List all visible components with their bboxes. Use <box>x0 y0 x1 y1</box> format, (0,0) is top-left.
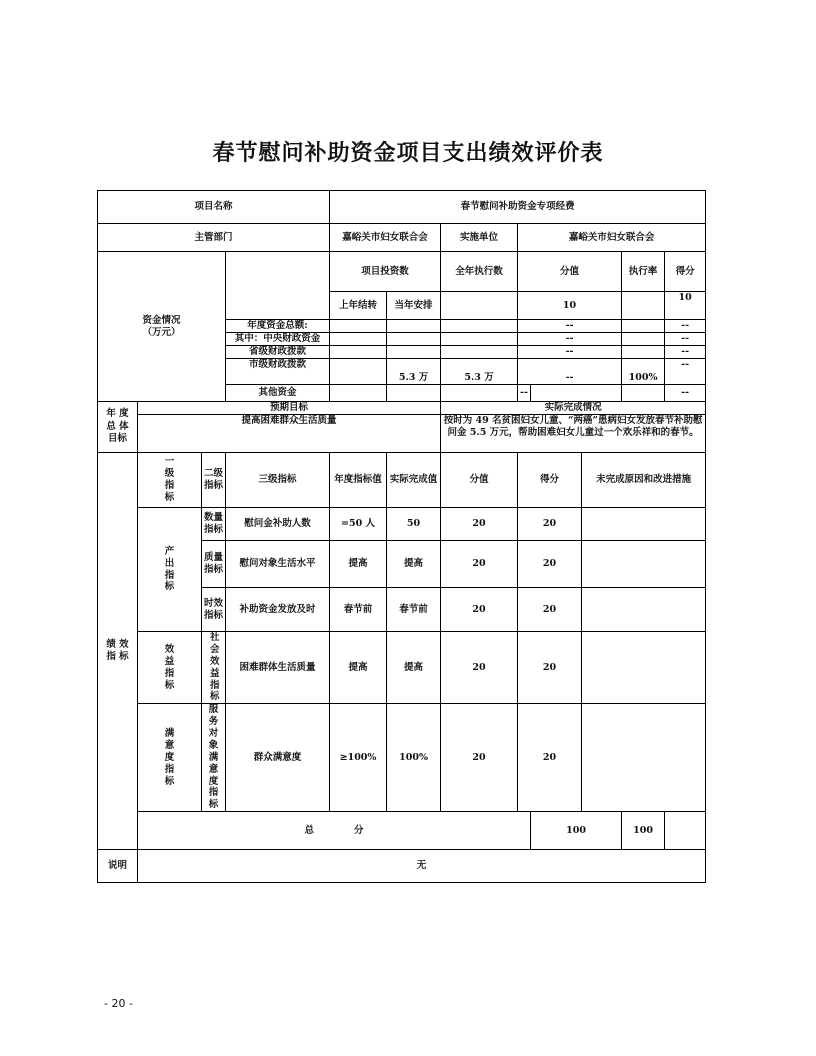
cell-empty <box>387 385 441 402</box>
page-number: - 20 - <box>104 997 133 1010</box>
label-satisfaction <box>138 704 202 812</box>
value-expected-goal: 提高困难群众生活质量 <box>138 415 441 453</box>
cell-empty <box>330 333 387 346</box>
indicator-actual: 提高 <box>387 541 441 588</box>
label-central: 其中：中央财政资金 <box>226 333 330 346</box>
cell-empty <box>665 812 706 850</box>
label-project-invest: 项目投资数 <box>330 252 441 292</box>
label-level3: 三级指标 <box>226 453 330 508</box>
label-annual-goal: 年 度 总 体 目标 <box>98 402 138 453</box>
cell-empty <box>330 320 387 333</box>
label-perf-indicator: 绩 效 指 标 <box>98 453 138 850</box>
label-actual-value: 实际完成值 <box>387 453 441 508</box>
indicator-reason <box>582 704 706 812</box>
indicator-level3: 慰问对象生活水平 <box>226 541 330 588</box>
indicator-actual: 100% <box>387 704 441 812</box>
value-municipal-exec: 5.3 万 <box>441 359 518 385</box>
funds-blank-cell <box>226 252 330 292</box>
label-provincial: 省级财政拨款 <box>226 346 330 359</box>
label-other: 其他资金 <box>226 385 330 402</box>
total-label-1: 总 <box>304 824 315 836</box>
value-dash: -- <box>665 359 706 385</box>
value-dash: -- <box>665 385 706 402</box>
indicator-reason <box>582 588 706 632</box>
value-municipal-rate: 100% <box>622 359 665 385</box>
label-annual-value: 年度指标值 <box>330 453 387 508</box>
indicator-target: 提高 <box>330 632 387 704</box>
indicator-score: 20 <box>518 508 582 541</box>
funds-blank-cell <box>226 292 330 320</box>
value-dash: -- <box>518 333 622 346</box>
label-impl-unit: 实施单位 <box>441 224 518 252</box>
indicator-reason <box>582 632 706 704</box>
label-level1 <box>138 453 202 508</box>
value-total-got: 100 <box>622 812 665 850</box>
label-annual-total: 年度资金总额: <box>226 320 330 333</box>
label-level2: 二级指标 <box>202 453 226 508</box>
indicator-score: 20 <box>518 588 582 632</box>
indicator-target: =50 人 <box>330 508 387 541</box>
cell-empty <box>441 320 518 333</box>
indicator-reason <box>582 508 706 541</box>
indicator-value: 20 <box>441 704 518 812</box>
label-municipal: 市级财政拨款 <box>226 359 330 385</box>
funds-unit-label: （万元） <box>142 326 181 338</box>
indicator-level2: 时效指标 <box>202 588 226 632</box>
value-dept: 嘉峪关市妇女联合会 <box>330 224 441 252</box>
cell-empty <box>387 346 441 359</box>
label-score-value: 分值 <box>518 252 622 292</box>
indicator-target: ≥100% <box>330 704 387 812</box>
benefit-text: 效 益 指 标 <box>164 643 175 691</box>
value-dash: -- <box>665 346 706 359</box>
label-year-exec: 全年执行数 <box>441 252 518 292</box>
label-benefit <box>138 632 202 704</box>
cell-empty <box>622 333 665 346</box>
label-project-name: 项目名称 <box>98 191 330 224</box>
label-actual: 实际完成情况 <box>441 402 706 415</box>
label-funds <box>98 252 226 402</box>
indicator-score: 20 <box>518 704 582 812</box>
value-actual-goal: 按时为 49 名贫困妇女儿童、“两癌”患病妇女发放春节补助慰问金 5.5 万元，帮助困难妇女儿童过一个欢乐祥和的春节。 <box>441 415 706 453</box>
value-dash: -- <box>518 359 622 385</box>
label-expected-goal: 预期目标 <box>138 402 441 415</box>
cell-empty <box>622 385 665 402</box>
label-score: 得分 <box>518 453 582 508</box>
cell-empty <box>441 346 518 359</box>
cell-empty <box>622 320 665 333</box>
label-last-year: 上年结转 <box>330 292 387 320</box>
value-project-name: 春节慰问补助资金专项经费 <box>330 191 706 224</box>
cell-empty <box>441 333 518 346</box>
output-text: 产 出 指 标 <box>164 545 175 593</box>
total-label-2: 分 <box>354 824 364 836</box>
level1-text: 一 级 指 标 <box>164 456 175 503</box>
value-score-total: 10 <box>518 292 622 320</box>
satisfaction-text: 满 意 度 指 标 <box>164 728 175 787</box>
value-dash: -- <box>518 346 622 359</box>
indicator-target: 春节前 <box>330 588 387 632</box>
label-output <box>138 508 202 632</box>
page-title: 春节慰问补助资金项目支出绩效评价表 <box>212 140 604 166</box>
label-this-year: 当年安排 <box>387 292 441 320</box>
indicator-level2: 服务对象满意度指标 <box>202 704 226 812</box>
value-municipal-invest: 5.3 万 <box>387 359 441 385</box>
indicator-score: 20 <box>518 541 582 588</box>
value-dash: -- <box>518 320 622 333</box>
indicator-level3: 慰问金补助人数 <box>226 508 330 541</box>
label-dept: 主管部门 <box>98 224 330 252</box>
label-score-got: 得分 <box>665 252 706 292</box>
label-note: 说明 <box>98 850 138 883</box>
indicator-level2: 社会效益指标 <box>202 632 226 704</box>
indicator-actual: 50 <box>387 508 441 541</box>
value-score-got-total: 10 <box>665 292 706 320</box>
cell-empty <box>441 385 518 402</box>
indicator-value: 20 <box>441 508 518 541</box>
indicator-level3: 补助资金发放及时 <box>226 588 330 632</box>
value-impl-unit: 嘉峪关市妇女联合会 <box>518 224 706 252</box>
value-total-score: 100 <box>531 812 622 850</box>
value-dash: -- <box>665 320 706 333</box>
cell-empty <box>622 292 665 320</box>
label-value: 分值 <box>441 453 518 508</box>
indicator-level3: 困难群体生活质量 <box>226 632 330 704</box>
cell-empty <box>441 292 518 320</box>
label-exec-rate: 执行率 <box>622 252 665 292</box>
label-total <box>138 812 531 850</box>
value-dash: -- <box>518 385 531 402</box>
indicator-score: 20 <box>518 632 582 704</box>
indicator-value: 20 <box>441 588 518 632</box>
indicator-level2: 质量指标 <box>202 541 226 588</box>
indicator-level2: 数量指标 <box>202 508 226 541</box>
cell-empty <box>330 385 387 402</box>
indicator-value: 20 <box>441 632 518 704</box>
funds-label: 资金情况 <box>142 314 181 326</box>
label-reason: 未完成原因和改进措施 <box>582 453 706 508</box>
cell-empty <box>531 385 622 402</box>
evaluation-table <box>97 190 706 883</box>
indicator-value: 20 <box>441 541 518 588</box>
indicator-target: 提高 <box>330 541 387 588</box>
cell-empty <box>622 346 665 359</box>
cell-empty <box>387 320 441 333</box>
value-note: 无 <box>138 850 706 883</box>
cell-empty <box>330 346 387 359</box>
indicator-actual: 春节前 <box>387 588 441 632</box>
indicator-reason <box>582 541 706 588</box>
indicator-level3: 群众满意度 <box>226 704 330 812</box>
cell-empty <box>387 333 441 346</box>
value-dash: -- <box>665 333 706 346</box>
cell-empty <box>330 359 387 385</box>
indicator-actual: 提高 <box>387 632 441 704</box>
